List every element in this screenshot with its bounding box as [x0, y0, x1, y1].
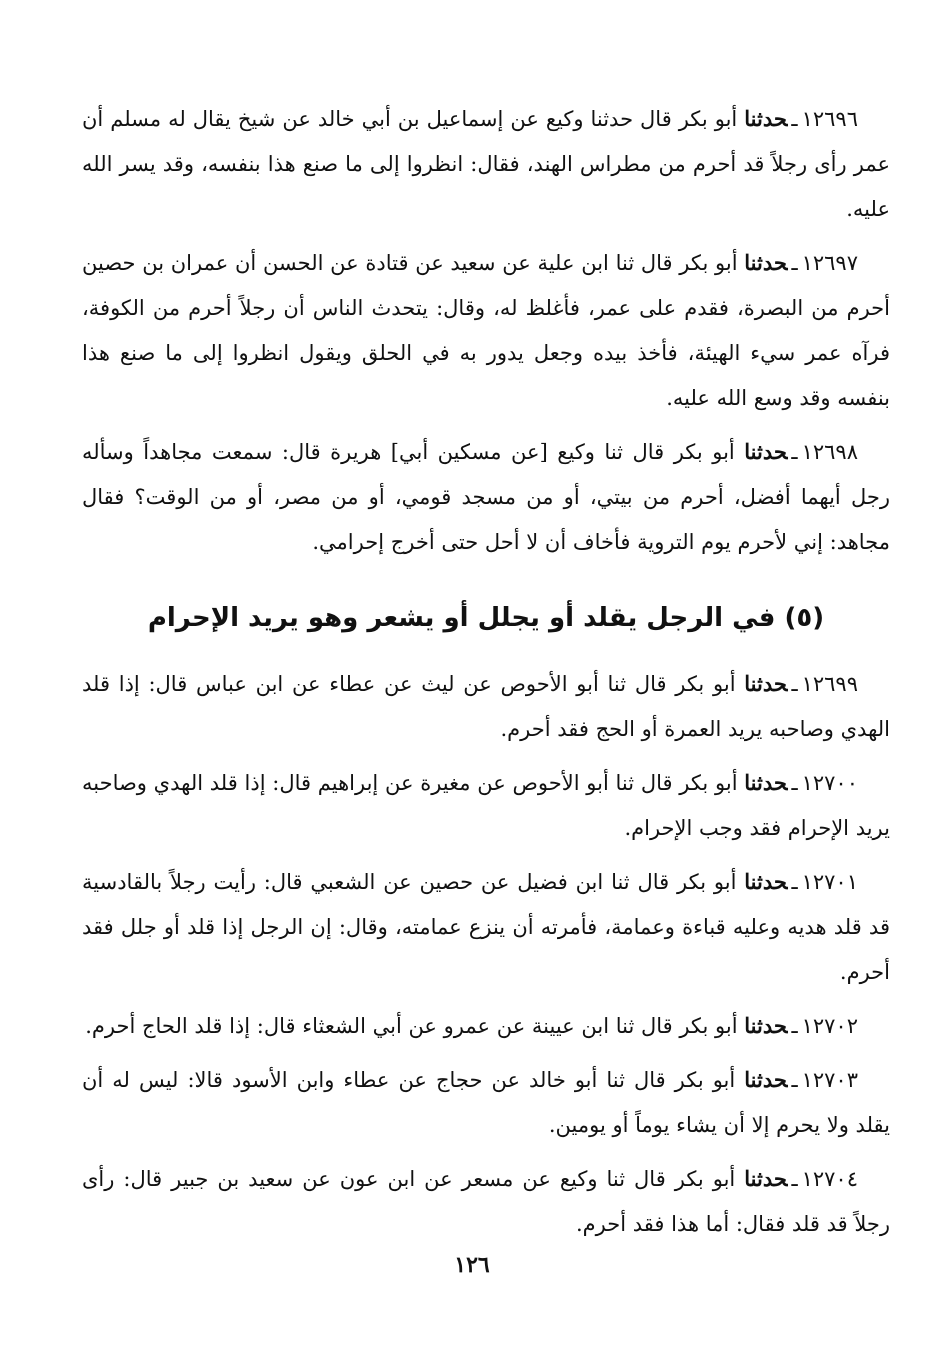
page-number: ١٢٦ [454, 1252, 490, 1278]
hadith-number: ١٢٧٠٠ [801, 771, 858, 795]
hadith-paragraph: ١٢٦٩٧ـحدثنا أبو بكر قال ثنا ابن علية عن سعيد عن قتادة عن الحسن أن عمران بن حصين أحرم من البصرة، فقدم على عمر، فأغلظ له، وقال: يتحدث الناس أن رجلاً أحرم من الكوفة، فرآه عمر سيء الهيئة، فأخذ بيده وجعل يدور به في الحلق ويقول انظروا إلى ما صنع هذا بنفسه وقد وسع الله عليه. [82, 250, 890, 410]
hadith-text: أبو بكر قال ثنا وكيع عن مسعر عن ابن عون عن سعيد بن جبير قال: رأى رجلاً قد قلد فقال: أما هذا فقد أحرم. [82, 1167, 890, 1236]
hadith-paragraph: ١٢٧٠١ـحدثنا أبو بكر قال ثنا ابن فضيل عن حصين عن الشعبي قال: رأيت رجلاً بالقادسية قد قلد هديه وعليه قباءة وعمامة، فأمرته أن ينزع عمامته، وقال: إن الرجل إذا قلد أو جلل فقد أحرم. [82, 869, 890, 984]
hadith-number: ١٢٦٩٧ [801, 251, 858, 275]
hadith-text: أبو بكر قال ثنا وكيع [عن مسكين أبي] هريرة قال: سمعت مجاهداً وسأله رجل أيهما أفضل، أحرم من بيتي، أو من مسجد قومي، أو من مصر، أو من الوقت؟ فقال مجاهد: إني لأحرم يوم التروية فأخاف أن لا أحل حتى أخرج إحرامي. [82, 440, 890, 554]
hadith-text: أبو بكر قال ثنا أبو الأحوص عن ليث عن عطاء عن ابن عباس قال: إذا قلد الهدي وصاحبه يريد العمرة أو الحج فقد أحرم. [82, 672, 890, 741]
chapter-title: (٥) في الرجل يقلد أو يجلل أو يشعر وهو يريد الإحرام [147, 603, 825, 633]
hadith-lead: حدثنا [744, 250, 788, 275]
hadith-paragraph: ١٢٧٠٤ـحدثنا أبو بكر قال ثنا وكيع عن مسعر عن ابن عون عن سعيد بن جبير قال: رأى رجلاً قد قلد فقال: أما هذا فقد أحرم. [82, 1166, 890, 1236]
hadith-text: أبو بكر قال ثنا ابن عيينة عن عمرو عن أبي الشعثاء قال: إذا قلد الحاج أحرم. [85, 1014, 738, 1038]
hadith-text: أبو بكر قال ثنا ابن علية عن سعيد عن قتادة عن الحسن أن عمران بن حصين أحرم من البصرة، فقدم على عمر، فأغلظ له، وقال: يتحدث الناس أن رجلاً أحرم من الكوفة، فرآه عمر سيء الهيئة، فأخذ بيده وجعل يدور به في الحلق ويقول انظروا إلى ما صنع هذا بنفسه وقد وسع الله عليه. [82, 251, 890, 410]
hadith-lead: حدثنا [744, 1067, 788, 1092]
hadith-number: ١٢٧٠١ [801, 870, 858, 894]
hadith-number: ١٢٦٩٦ [801, 107, 858, 131]
hadith-lead: حدثنا [744, 1013, 788, 1038]
hadith-number: ١٢٦٩٨ [801, 440, 858, 464]
hadith-paragraph: ١٢٦٩٩ـحدثنا أبو بكر قال ثنا أبو الأحوص عن ليث عن عطاء عن ابن عباس قال: إذا قلد الهدي وصاحبه يريد العمرة أو الحج فقد أحرم. [82, 671, 890, 741]
hadith-paragraph: ١٢٧٠٢ـحدثنا أبو بكر قال ثنا ابن عيينة عن عمرو عن أبي الشعثاء قال: إذا قلد الحاج أحرم. [85, 1013, 858, 1038]
hadith-number: ١٢٧٠٣ [801, 1068, 858, 1092]
hadith-text: أبو بكر قال ثنا ابن فضيل عن حصين عن الشعبي قال: رأيت رجلاً بالقادسية قد قلد هديه وعليه قباءة وعمامة، فأمرته أن ينزع عمامته، وقال: إن الرجل إذا قلد أو جلل فقد أحرم. [82, 870, 890, 984]
hadith-lead: حدثنا [744, 1166, 788, 1191]
hadith-number: ١٢٧٠٤ [801, 1167, 858, 1191]
hadith-paragraph: ١٢٦٩٦ـحدثنا أبو بكر قال حدثنا وكيع عن إسماعيل بن أبي خالد عن شيخ يقال له مسلم أن عمر رأى رجلاً قد أحرم من مطراس الهند، فقال: انظروا إلى ما صنع هذا بنفسه، وقد يسر الله عليه. [82, 106, 890, 221]
hadith-lead: حدثنا [744, 770, 788, 795]
hadith-lead: حدثنا [744, 671, 788, 696]
hadith-lead: حدثنا [744, 869, 788, 894]
hadith-paragraph: ١٢٧٠٠ـحدثنا أبو بكر قال ثنا أبو الأحوص عن مغيرة عن إبراهيم قال: إذا قلد الهدي وصاحبه يريد الإحرام فقد وجب الإحرام. [82, 770, 890, 840]
hadith-text: أبو بكر قال ثنا أبو الأحوص عن مغيرة عن إبراهيم قال: إذا قلد الهدي وصاحبه يريد الإحرام فقد وجب الإحرام. [82, 771, 890, 840]
page-body [82, 96, 890, 1255]
hadith-lead: حدثنا [744, 439, 788, 464]
hadith-text: أبو بكر قال حدثنا وكيع عن إسماعيل بن أبي خالد عن شيخ يقال له مسلم أن عمر رأى رجلاً قد أحرم من مطراس الهند، فقال: انظروا إلى ما صنع هذا بنفسه، وقد يسر الله عليه. [82, 107, 890, 221]
hadith-number: ١٢٦٩٩ [801, 672, 858, 696]
hadith-paragraph: ١٢٧٠٣ـحدثنا أبو بكر قال ثنا أبو خالد عن حجاج عن عطاء وابن الأسود قالا: ليس له أن يقلد ولا يحرم إلا أن يشاء يوماً أو يومين. [82, 1067, 890, 1137]
hadith-text: أبو بكر قال ثنا أبو خالد عن حجاج عن عطاء وابن الأسود قالا: ليس له أن يقلد ولا يحرم إلا أن يشاء يوماً أو يومين. [82, 1068, 890, 1137]
hadith-paragraph: ١٢٦٩٨ـحدثنا أبو بكر قال ثنا وكيع [عن مسكين أبي] هريرة قال: سمعت مجاهداً وسأله رجل أيهما أفضل، أحرم من بيتي، أو من مسجد قومي، أو من مصر، أو من الوقت؟ فقال مجاهد: إني لأحرم يوم التروية فأخاف أن لا أحل حتى أخرج إحرامي. [82, 439, 890, 554]
hadith-lead: حدثنا [744, 106, 788, 131]
hadith-number: ١٢٧٠٢ [801, 1014, 858, 1038]
